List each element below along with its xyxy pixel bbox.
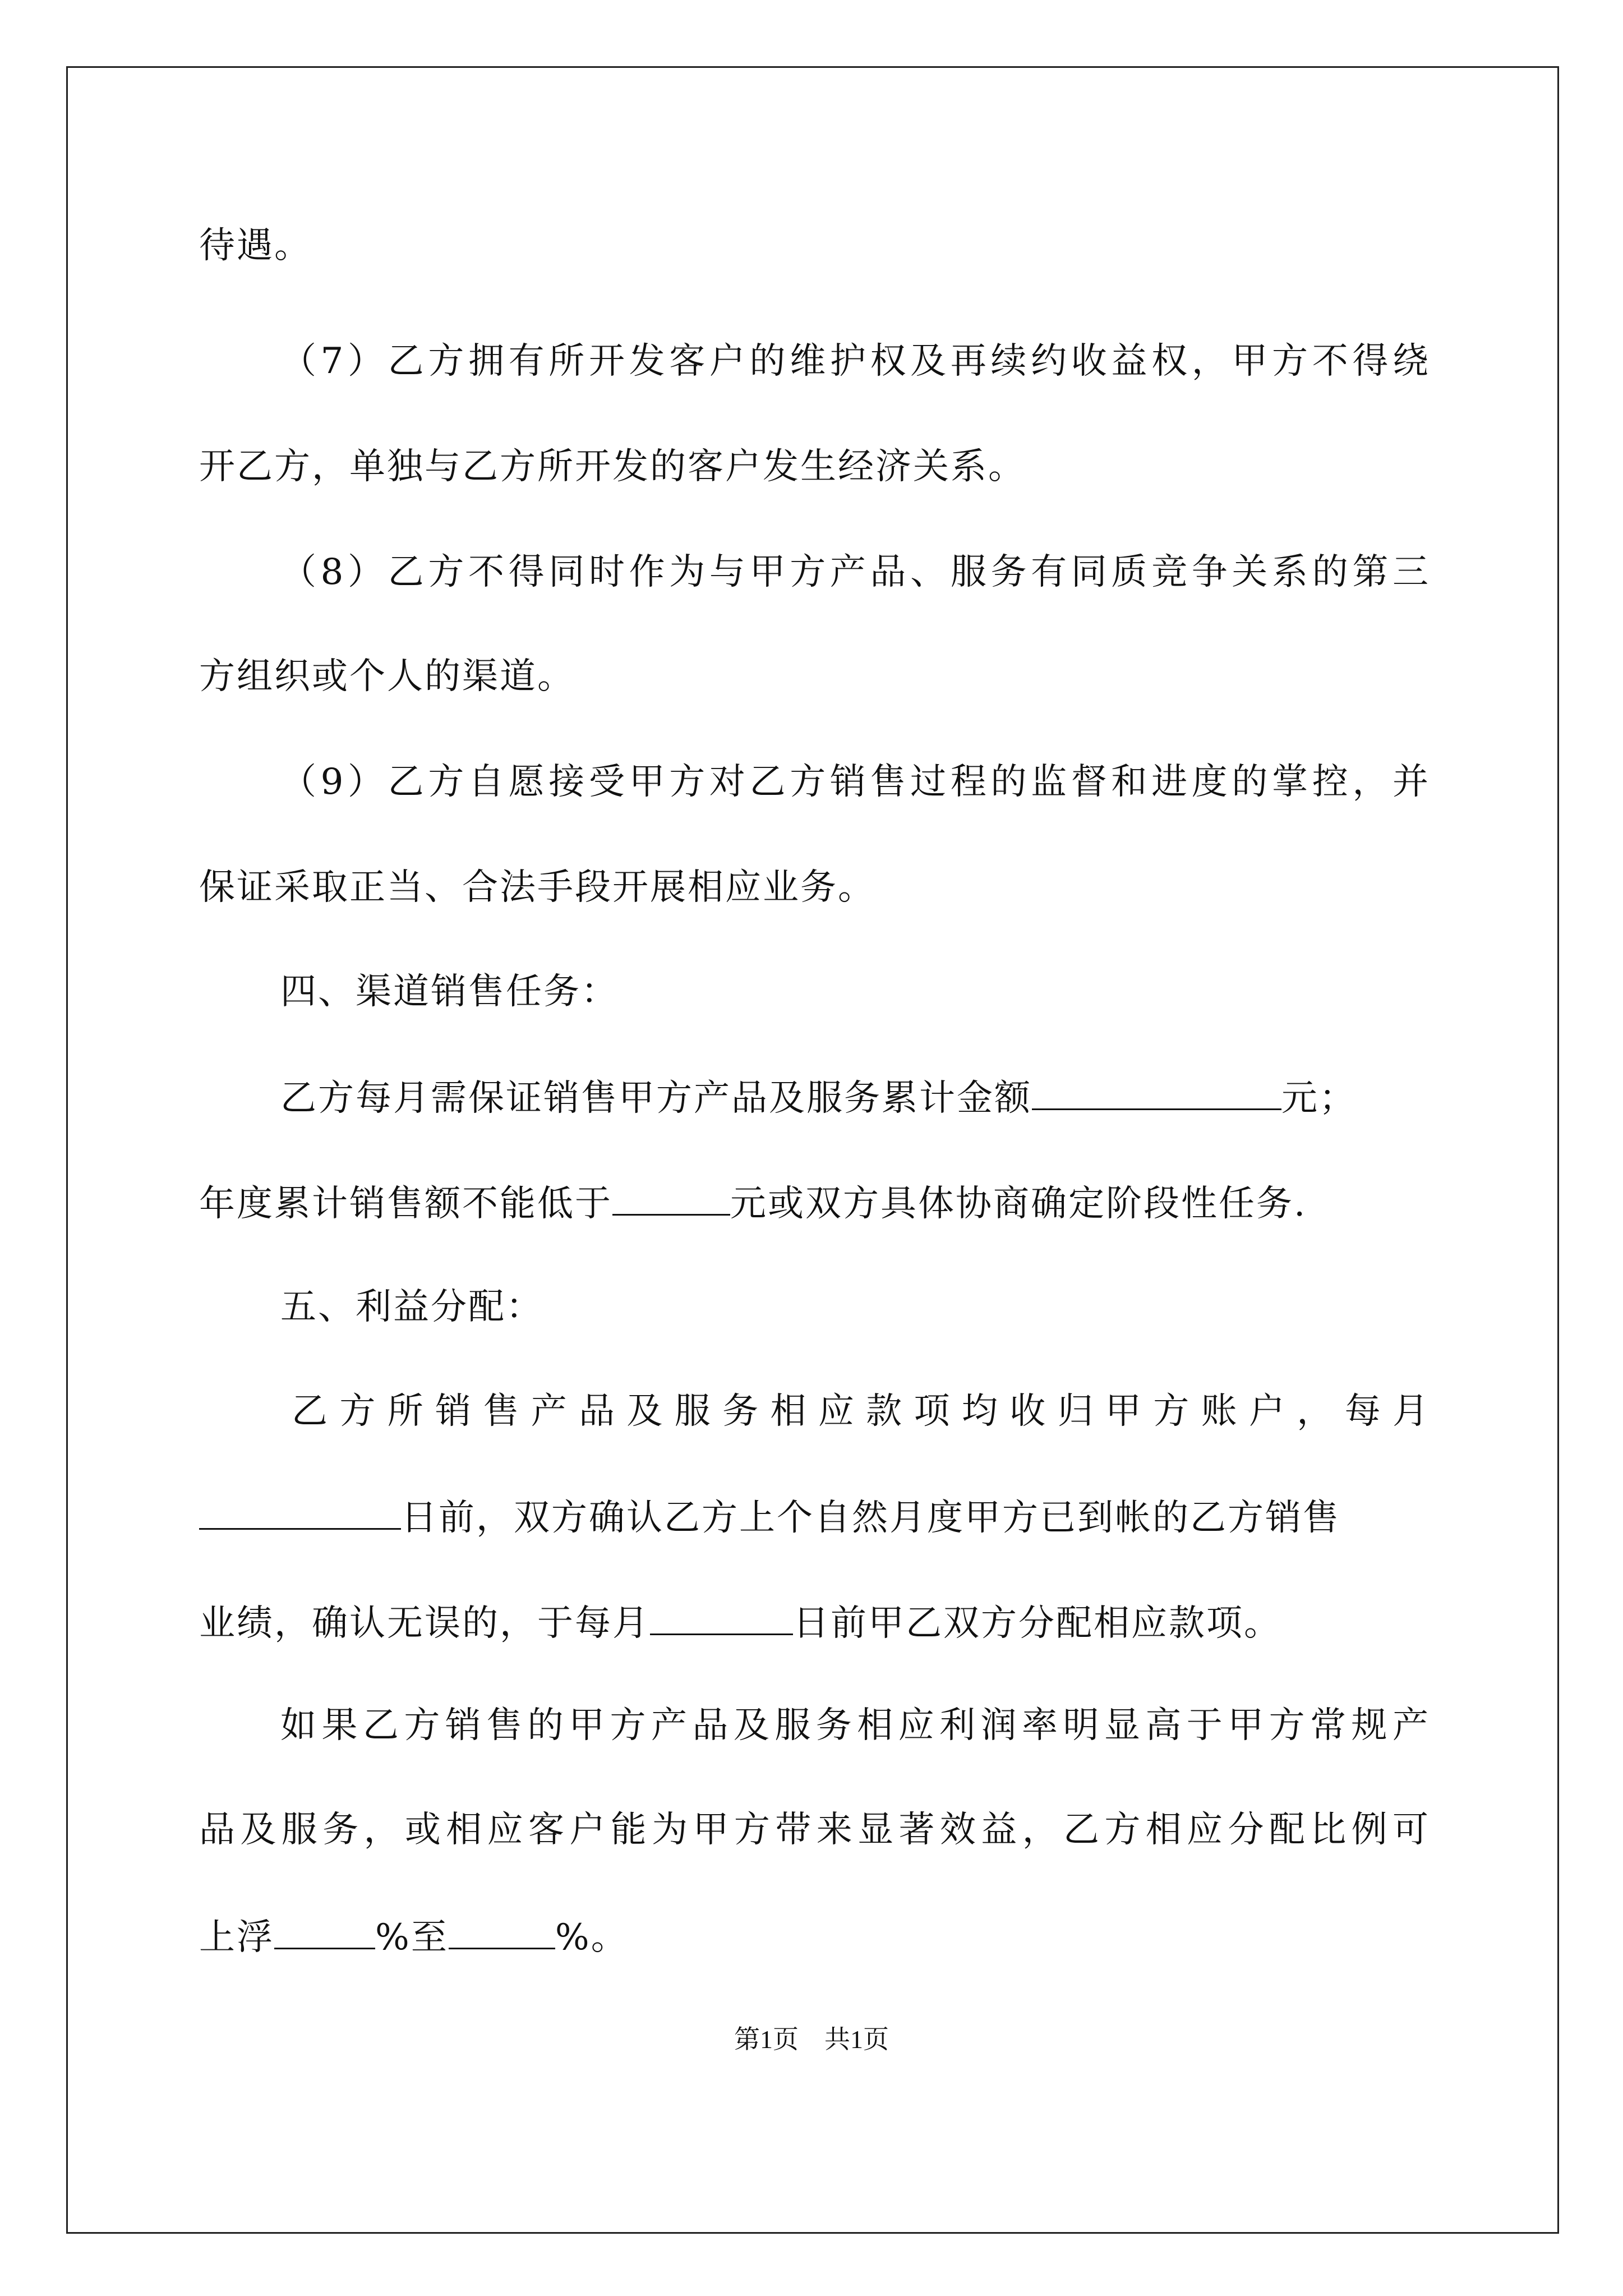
- text-line: 如果乙方销售的甲方产品及服务相应利润率明显高于甲方常规产: [280, 1705, 1430, 1746]
- text-segment: 业绩，确认无误的，于每月: [199, 1603, 650, 1644]
- text-segment: %至: [375, 1917, 449, 1958]
- text-segment: %。: [555, 1917, 629, 1958]
- page-border: [66, 66, 1559, 2234]
- text-segment: 年度累计销售额不能低于: [199, 1183, 612, 1225]
- section-heading: 五、利益分配：: [280, 1286, 543, 1328]
- fill-in-blank: [1032, 1074, 1281, 1110]
- text-line: 开乙方，单独与乙方所开发的客户发生经济关系。: [199, 446, 1026, 487]
- text-line: [199, 1599, 1281, 1646]
- text-segment: 日前，双方确认乙方上个自然月度甲方已到帐的乙方销售: [401, 1497, 1340, 1539]
- fill-in-blank: [650, 1599, 793, 1635]
- text-line: 保证采取正当、合法手段开展相应业务。: [199, 867, 875, 908]
- fill-in-blank: [274, 1913, 375, 1949]
- text-line: 品及服务，或相应客户能为甲方带来显著效益，乙方相应分配比例可: [199, 1809, 1430, 1851]
- fill-in-blank: [199, 1493, 401, 1530]
- text-segment: 乙方每月需保证销售甲方产品及服务累计金额: [280, 1078, 1032, 1119]
- text-line: （8）乙方不得同时作为与甲方产品、服务有同质竞争关系的第三: [280, 551, 1430, 593]
- text-line: [280, 1074, 1357, 1121]
- page-number-footer: 第1页 共1页: [734, 2025, 889, 2054]
- text-line: [199, 1913, 629, 1960]
- section-heading: 四、渠道销售任务：: [280, 971, 619, 1013]
- text-line: 方组织或个人的渠道。: [199, 656, 575, 697]
- text-line: [199, 1179, 1307, 1226]
- text-line: （9）乙方自愿接受甲方对乙方销售过程的监督和进度的掌控，并: [280, 761, 1430, 803]
- fill-in-blank: [612, 1179, 730, 1216]
- text-line: 待遇。: [199, 225, 312, 266]
- text-segment: 日前甲乙双方分配相应款项。: [793, 1603, 1281, 1644]
- text-segment: 元或双方具体协商确定阶段性任务.: [730, 1183, 1307, 1225]
- text-line: 乙方所销售产品及服务相应款项均收归甲方账户，每月: [292, 1391, 1430, 1432]
- text-segment: 上浮: [199, 1917, 274, 1958]
- text-line: [199, 1493, 1340, 1540]
- text-segment: 元；: [1281, 1078, 1357, 1119]
- text-line: （7）乙方拥有所开发客户的维护权及再续约收益权，甲方不得绕: [280, 341, 1430, 382]
- fill-in-blank: [449, 1913, 555, 1949]
